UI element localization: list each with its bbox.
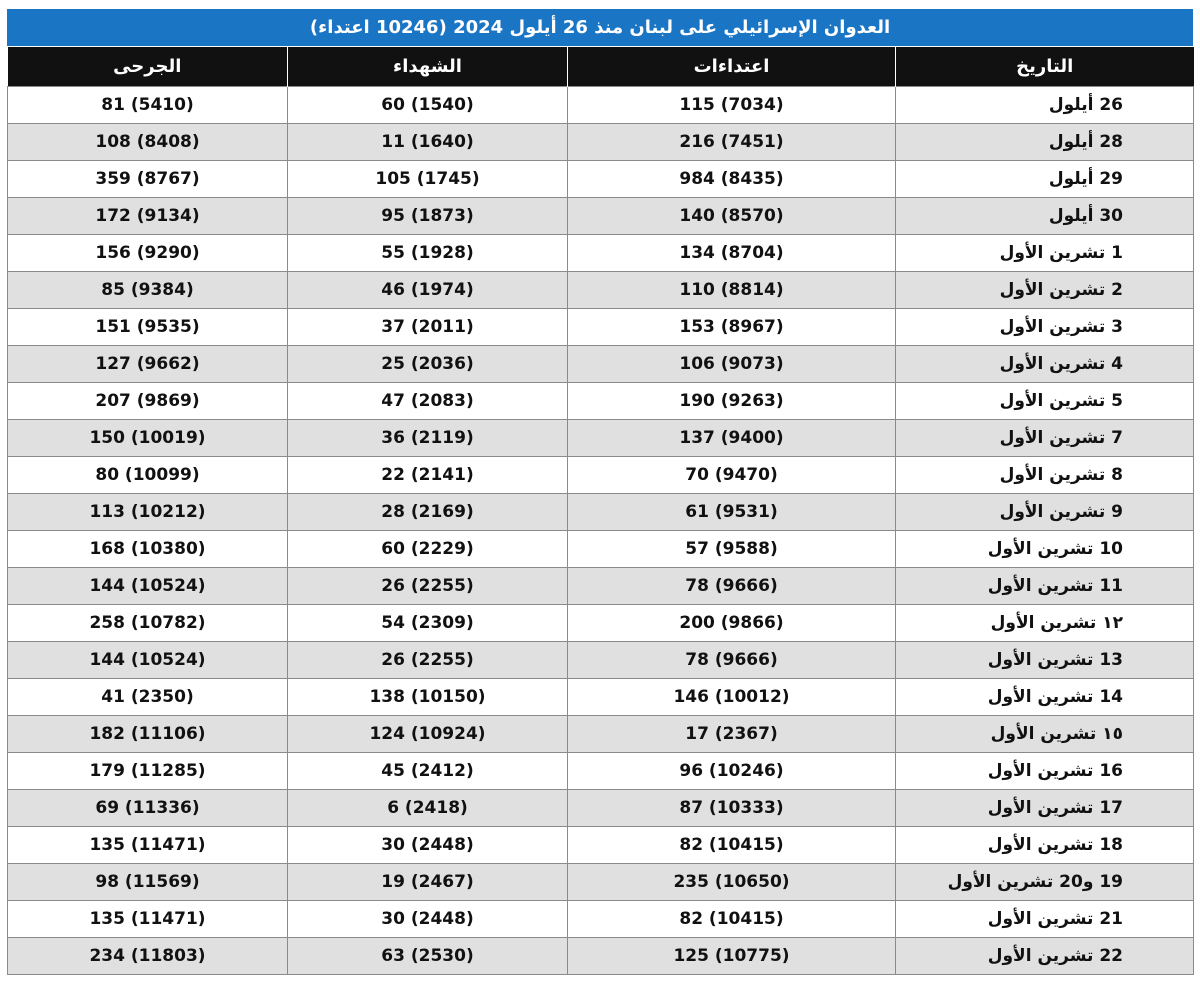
cell-wounded-text: 156 (9290) bbox=[95, 243, 200, 263]
cell-wounded-text: 207 (9869) bbox=[95, 391, 200, 411]
table-row bbox=[8, 198, 1194, 235]
cell-wounded-text: 69 (11336) bbox=[95, 798, 200, 818]
cell-martyrs bbox=[288, 901, 568, 938]
cell-martyrs bbox=[288, 124, 568, 161]
cell-wounded bbox=[8, 494, 288, 531]
cell-date bbox=[896, 901, 1194, 938]
table-title: العدوان الإسرائيلي على لبنان منذ 26 أيلول 2024 (10246 اعتداء) bbox=[7, 9, 1193, 47]
table-row bbox=[8, 494, 1194, 531]
cell-date-text: 5 تشرين الأول bbox=[999, 391, 1123, 411]
cell-date-text: ١٥ تشرين الأول bbox=[990, 724, 1123, 744]
cell-date-text: 10 تشرين الأول bbox=[987, 539, 1123, 559]
cell-date-text: 16 تشرين الأول bbox=[987, 761, 1123, 781]
cell-martyrs-text: 55 (1928) bbox=[381, 243, 474, 263]
cell-martyrs bbox=[288, 827, 568, 864]
cell-date-text: 21 تشرين الأول bbox=[987, 909, 1123, 929]
cell-martyrs-text: 25 (2036) bbox=[381, 354, 474, 374]
table-row bbox=[8, 901, 1194, 938]
cell-wounded bbox=[8, 642, 288, 679]
table-row bbox=[8, 235, 1194, 272]
cell-martyrs-text: 36 (2119) bbox=[381, 428, 474, 448]
cell-wounded-text: 98 (11569) bbox=[95, 872, 200, 892]
cell-date-text: 4 تشرين الأول bbox=[999, 354, 1123, 374]
cell-martyrs-text: 47 (2083) bbox=[381, 391, 474, 411]
cell-date-text: 30 أيلول bbox=[1048, 206, 1123, 226]
cell-wounded-text: 135 (11471) bbox=[89, 835, 206, 855]
cell-attacks bbox=[568, 568, 896, 605]
cell-wounded-text: 41 (2350) bbox=[101, 687, 194, 707]
cell-attacks bbox=[568, 938, 896, 975]
cell-attacks-text: 984 (8435) bbox=[679, 169, 784, 189]
cell-attacks bbox=[568, 531, 896, 568]
cell-date-text: 18 تشرين الأول bbox=[987, 835, 1123, 855]
cell-date-text: 8 تشرين الأول bbox=[999, 465, 1123, 485]
cell-wounded bbox=[8, 272, 288, 309]
cell-date bbox=[896, 420, 1194, 457]
cell-martyrs-text: 26 (2255) bbox=[381, 650, 474, 670]
cell-martyrs bbox=[288, 161, 568, 198]
table-row bbox=[8, 679, 1194, 716]
cell-attacks bbox=[568, 494, 896, 531]
table-row bbox=[8, 272, 1194, 309]
cell-date-text: 29 أيلول bbox=[1048, 169, 1123, 189]
cell-wounded bbox=[8, 827, 288, 864]
cell-martyrs-text: 11 (1640) bbox=[381, 132, 474, 152]
cell-date bbox=[896, 642, 1194, 679]
cell-wounded-text: 168 (10380) bbox=[89, 539, 206, 559]
cell-date-text: 3 تشرين الأول bbox=[999, 317, 1123, 337]
cell-attacks bbox=[568, 753, 896, 790]
cell-wounded-text: 182 (11106) bbox=[89, 724, 206, 744]
cell-wounded bbox=[8, 124, 288, 161]
cell-attacks bbox=[568, 864, 896, 901]
cell-martyrs-text: 19 (2467) bbox=[381, 872, 474, 892]
cell-martyrs-text: 138 (10150) bbox=[369, 687, 486, 707]
cell-martyrs bbox=[288, 716, 568, 753]
cell-attacks bbox=[568, 383, 896, 420]
cell-martyrs bbox=[288, 753, 568, 790]
cell-wounded bbox=[8, 753, 288, 790]
cell-wounded bbox=[8, 901, 288, 938]
attacks-table-container bbox=[7, 9, 1193, 975]
cell-martyrs bbox=[288, 198, 568, 235]
cell-attacks bbox=[568, 309, 896, 346]
cell-martyrs bbox=[288, 309, 568, 346]
cell-attacks-text: 82 (10415) bbox=[679, 835, 784, 855]
cell-wounded bbox=[8, 531, 288, 568]
cell-date bbox=[896, 457, 1194, 494]
cell-wounded bbox=[8, 87, 288, 124]
cell-date bbox=[896, 383, 1194, 420]
cell-date-text: 17 تشرين الأول bbox=[987, 798, 1123, 818]
cell-date bbox=[896, 124, 1194, 161]
cell-wounded bbox=[8, 420, 288, 457]
cell-attacks bbox=[568, 87, 896, 124]
cell-attacks-text: 153 (8967) bbox=[679, 317, 784, 337]
cell-martyrs-text: 60 (2229) bbox=[381, 539, 474, 559]
cell-martyrs-text: 37 (2011) bbox=[381, 317, 474, 337]
table-row bbox=[8, 790, 1194, 827]
header-attacks: اعتداءات bbox=[568, 47, 896, 87]
cell-date bbox=[896, 87, 1194, 124]
cell-attacks bbox=[568, 605, 896, 642]
cell-attacks-text: 61 (9531) bbox=[685, 502, 778, 522]
cell-wounded-text: 135 (11471) bbox=[89, 909, 206, 929]
cell-martyrs bbox=[288, 642, 568, 679]
cell-attacks bbox=[568, 642, 896, 679]
cell-wounded bbox=[8, 198, 288, 235]
cell-date-text: 22 تشرين الأول bbox=[987, 946, 1123, 966]
cell-wounded-text: 179 (11285) bbox=[89, 761, 206, 781]
cell-date bbox=[896, 827, 1194, 864]
cell-attacks-text: 137 (9400) bbox=[679, 428, 784, 448]
cell-wounded bbox=[8, 235, 288, 272]
cell-attacks-text: 235 (10650) bbox=[673, 872, 790, 892]
cell-date bbox=[896, 790, 1194, 827]
cell-wounded bbox=[8, 457, 288, 494]
cell-date-text: 13 تشرين الأول bbox=[987, 650, 1123, 670]
cell-wounded-text: 85 (9384) bbox=[101, 280, 194, 300]
cell-wounded bbox=[8, 864, 288, 901]
cell-martyrs bbox=[288, 864, 568, 901]
cell-date bbox=[896, 716, 1194, 753]
table-row bbox=[8, 346, 1194, 383]
table-row bbox=[8, 568, 1194, 605]
cell-martyrs bbox=[288, 346, 568, 383]
cell-wounded-text: 144 (10524) bbox=[89, 650, 206, 670]
cell-wounded-text: 113 (10212) bbox=[89, 502, 206, 522]
cell-date-text: 26 أيلول bbox=[1048, 95, 1123, 115]
cell-date bbox=[896, 272, 1194, 309]
cell-date-text: 9 تشرين الأول bbox=[999, 502, 1123, 522]
cell-wounded bbox=[8, 309, 288, 346]
cell-attacks-text: 110 (8814) bbox=[679, 280, 784, 300]
cell-attacks bbox=[568, 235, 896, 272]
table-row bbox=[8, 420, 1194, 457]
cell-martyrs bbox=[288, 383, 568, 420]
table-row bbox=[8, 716, 1194, 753]
header-wounded: الجرحى bbox=[8, 47, 288, 87]
cell-wounded bbox=[8, 716, 288, 753]
cell-attacks-text: 190 (9263) bbox=[679, 391, 784, 411]
cell-attacks-text: 216 (7451) bbox=[679, 132, 784, 152]
cell-wounded bbox=[8, 679, 288, 716]
cell-wounded-text: 127 (9662) bbox=[95, 354, 200, 374]
cell-martyrs bbox=[288, 531, 568, 568]
cell-martyrs bbox=[288, 420, 568, 457]
cell-martyrs bbox=[288, 494, 568, 531]
cell-wounded-text: 151 (9535) bbox=[95, 317, 200, 337]
cell-date bbox=[896, 753, 1194, 790]
cell-attacks-text: 87 (10333) bbox=[679, 798, 784, 818]
cell-martyrs-text: 46 (1974) bbox=[381, 280, 474, 300]
table-row bbox=[8, 938, 1194, 975]
cell-attacks-text: 82 (10415) bbox=[679, 909, 784, 929]
cell-attacks-text: 96 (10246) bbox=[679, 761, 784, 781]
table-row bbox=[8, 642, 1194, 679]
cell-martyrs-text: 45 (2412) bbox=[381, 761, 474, 781]
cell-date-text: 2 تشرين الأول bbox=[999, 280, 1123, 300]
cell-attacks bbox=[568, 198, 896, 235]
cell-martyrs bbox=[288, 87, 568, 124]
cell-attacks-text: 78 (9666) bbox=[685, 650, 778, 670]
cell-date bbox=[896, 938, 1194, 975]
cell-attacks bbox=[568, 161, 896, 198]
cell-wounded-text: 81 (5410) bbox=[101, 95, 194, 115]
cell-martyrs-text: 95 (1873) bbox=[381, 206, 474, 226]
cell-martyrs-text: 105 (1745) bbox=[375, 169, 480, 189]
table-row bbox=[8, 605, 1194, 642]
cell-date-text: 7 تشرين الأول bbox=[999, 428, 1123, 448]
cell-date bbox=[896, 531, 1194, 568]
cell-wounded-text: 172 (9134) bbox=[95, 206, 200, 226]
cell-attacks bbox=[568, 679, 896, 716]
cell-date-text: 28 أيلول bbox=[1048, 132, 1123, 152]
cell-martyrs-text: 22 (2141) bbox=[381, 465, 474, 485]
table-row bbox=[8, 827, 1194, 864]
cell-martyrs bbox=[288, 679, 568, 716]
cell-martyrs-text: 54 (2309) bbox=[381, 613, 474, 633]
cell-attacks-text: 57 (9588) bbox=[685, 539, 778, 559]
cell-martyrs bbox=[288, 272, 568, 309]
attacks-table bbox=[7, 47, 1194, 975]
table-row bbox=[8, 309, 1194, 346]
cell-wounded bbox=[8, 568, 288, 605]
cell-attacks-text: 125 (10775) bbox=[673, 946, 790, 966]
cell-martyrs-text: 30 (2448) bbox=[381, 835, 474, 855]
cell-date bbox=[896, 568, 1194, 605]
cell-attacks bbox=[568, 420, 896, 457]
cell-wounded-text: 234 (11803) bbox=[89, 946, 206, 966]
cell-martyrs-text: 28 (2169) bbox=[381, 502, 474, 522]
cell-attacks bbox=[568, 827, 896, 864]
table-row bbox=[8, 124, 1194, 161]
cell-date bbox=[896, 309, 1194, 346]
cell-wounded-text: 359 (8767) bbox=[95, 169, 200, 189]
cell-martyrs bbox=[288, 235, 568, 272]
cell-wounded-text: 150 (10019) bbox=[89, 428, 206, 448]
cell-date bbox=[896, 494, 1194, 531]
cell-date bbox=[896, 679, 1194, 716]
cell-wounded bbox=[8, 383, 288, 420]
table-row bbox=[8, 864, 1194, 901]
cell-attacks bbox=[568, 124, 896, 161]
cell-wounded-text: 108 (8408) bbox=[95, 132, 200, 152]
cell-martyrs bbox=[288, 605, 568, 642]
cell-attacks-text: 134 (8704) bbox=[679, 243, 784, 263]
cell-wounded bbox=[8, 346, 288, 383]
cell-attacks-text: 17 (2367) bbox=[685, 724, 778, 744]
cell-wounded bbox=[8, 161, 288, 198]
cell-attacks-text: 78 (9666) bbox=[685, 576, 778, 596]
table-row bbox=[8, 161, 1194, 198]
cell-date bbox=[896, 235, 1194, 272]
cell-date bbox=[896, 198, 1194, 235]
header-date: التاريخ bbox=[896, 47, 1194, 87]
cell-martyrs-text: 124 (10924) bbox=[369, 724, 486, 744]
cell-wounded bbox=[8, 790, 288, 827]
cell-martyrs-text: 63 (2530) bbox=[381, 946, 474, 966]
table-row bbox=[8, 383, 1194, 420]
cell-date-text: 19 و20 تشرين الأول bbox=[947, 872, 1123, 892]
table-row bbox=[8, 457, 1194, 494]
cell-attacks bbox=[568, 346, 896, 383]
cell-date bbox=[896, 605, 1194, 642]
cell-attacks bbox=[568, 716, 896, 753]
cell-martyrs bbox=[288, 568, 568, 605]
table-row bbox=[8, 87, 1194, 124]
table-row bbox=[8, 531, 1194, 568]
cell-attacks-text: 200 (9866) bbox=[679, 613, 784, 633]
cell-attacks-text: 115 (7034) bbox=[679, 95, 784, 115]
cell-wounded-text: 144 (10524) bbox=[89, 576, 206, 596]
table-row bbox=[8, 753, 1194, 790]
cell-date-text: 1 تشرين الأول bbox=[999, 243, 1123, 263]
cell-attacks-text: 106 (9073) bbox=[679, 354, 784, 374]
cell-attacks-text: 140 (8570) bbox=[679, 206, 784, 226]
cell-attacks bbox=[568, 272, 896, 309]
cell-martyrs-text: 26 (2255) bbox=[381, 576, 474, 596]
cell-martyrs bbox=[288, 457, 568, 494]
cell-attacks bbox=[568, 790, 896, 827]
cell-wounded bbox=[8, 605, 288, 642]
table-body bbox=[8, 87, 1194, 975]
cell-date-text: 14 تشرين الأول bbox=[987, 687, 1123, 707]
cell-date bbox=[896, 161, 1194, 198]
table-header-row bbox=[8, 47, 1194, 87]
cell-wounded bbox=[8, 938, 288, 975]
header-martyrs: الشهداء bbox=[288, 47, 568, 87]
cell-martyrs bbox=[288, 938, 568, 975]
cell-wounded-text: 258 (10782) bbox=[89, 613, 206, 633]
cell-martyrs bbox=[288, 790, 568, 827]
cell-attacks bbox=[568, 901, 896, 938]
cell-martyrs-text: 30 (2448) bbox=[381, 909, 474, 929]
cell-attacks bbox=[568, 457, 896, 494]
cell-date-text: ١٢ تشرين الأول bbox=[990, 613, 1123, 633]
cell-date-text: 11 تشرين الأول bbox=[987, 576, 1123, 596]
cell-attacks-text: 146 (10012) bbox=[673, 687, 790, 707]
cell-martyrs-text: 6 (2418) bbox=[387, 798, 468, 818]
cell-attacks-text: 70 (9470) bbox=[685, 465, 778, 485]
cell-martyrs-text: 60 (1540) bbox=[381, 95, 474, 115]
cell-date bbox=[896, 864, 1194, 901]
cell-wounded-text: 80 (10099) bbox=[95, 465, 200, 485]
cell-date bbox=[896, 346, 1194, 383]
